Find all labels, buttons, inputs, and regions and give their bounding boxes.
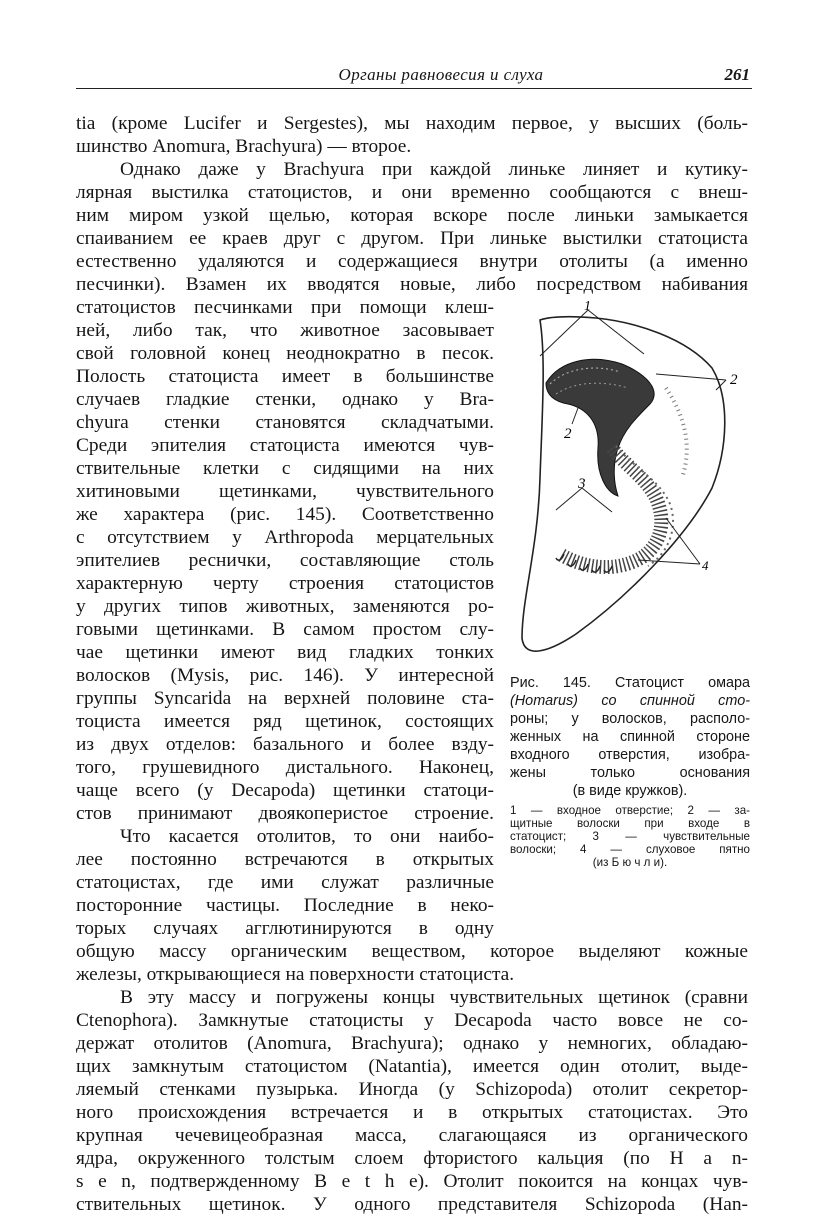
text-line: волосков (Mysis, рис. 146). У интересной bbox=[76, 665, 494, 686]
text-line: ствительные клетки с сидящими на них bbox=[76, 458, 494, 479]
text-line: Ctenophora). Замкнутые статоцисты у Decapoda часто вовсе не со- bbox=[76, 1010, 748, 1031]
text-line: s е n, подтвержденному В е t h е). Отолит покоится на концах чув- bbox=[76, 1171, 748, 1192]
text-line: Среди эпителия статоциста имеются чув- bbox=[76, 435, 494, 456]
text-line: щих замкнутым статоцистом (Natantia), имеется один отолит, выде- bbox=[76, 1056, 748, 1077]
text-line: держат отолитов (Anomura, Brachyura); однако у немногих, обладаю- bbox=[76, 1033, 748, 1054]
text-line: ним миром узкой щелью, которая вскоре после линьки замыкается bbox=[76, 205, 748, 226]
text-line: ней, либо так, что животное засовывает bbox=[76, 320, 494, 341]
caption-line: (в виде кружков). bbox=[572, 783, 688, 799]
figure-label-1: 1 bbox=[584, 299, 591, 314]
text-line: tia (кроме Lucifer и Sergestes), мы находим первое, у высших (боль- bbox=[76, 113, 748, 134]
text-line: chyura стенки становятся складчатыми. bbox=[76, 412, 494, 433]
figure-label-4: 4 bbox=[702, 558, 709, 573]
text-line: лярная выстилка статоцистов, и они временно сообщаются с внеш- bbox=[76, 182, 748, 203]
text-line: ствительных щетинок. У одного представителя Schizopoda (Han- bbox=[76, 1194, 748, 1215]
caption-key-line: 1 — входное отверстие; 2 — за- bbox=[510, 804, 750, 817]
text-line: того, грушевидного дистального. Наконец, bbox=[76, 757, 494, 778]
text-line: В эту массу и погружены концы чувствительных щетинок (сравни bbox=[120, 987, 748, 1008]
text-line: же характера (рис. 145). Соответственно bbox=[76, 504, 494, 525]
text-line: у других типов животных, заменяются ро- bbox=[76, 596, 494, 617]
page-number: 261 bbox=[724, 65, 750, 84]
text-line: чаще всего (у Decapoda) щетинки статоци- bbox=[76, 780, 494, 801]
caption-key-line: щитные волоски при входе в bbox=[510, 817, 750, 830]
text-line: стов принимают двоякоперистое строение. bbox=[76, 803, 494, 824]
entrance-bristle-mass bbox=[546, 359, 654, 496]
running-title: Органы равновесия и слуха bbox=[338, 65, 544, 84]
text-line: ядра, окруженного толстым слоем фтористого кальция (по Н а n- bbox=[76, 1148, 748, 1169]
text-line: шинство Anomura, Brachyura) — второе. bbox=[76, 136, 412, 157]
caption-line: роны; у волосков, располо- bbox=[510, 711, 750, 727]
text-line: с отсутствием у Arthropoda мерцательных bbox=[76, 527, 494, 548]
figure-label-2: 2 bbox=[730, 372, 738, 388]
text-line: чае щетинки имеют вид гладких тонких bbox=[76, 642, 494, 663]
text-line: говыми щетинками. В самом простом слу- bbox=[76, 619, 494, 640]
text-line: хитиновыми щетинками, чувствительного bbox=[76, 481, 494, 502]
text-line: крупная чечевицеобразная масса, слагающаяся из органического bbox=[76, 1125, 748, 1146]
figure-label-3: 3 bbox=[578, 476, 586, 492]
text-line: ного происхождения встречается и в открытых статоцистах. Это bbox=[76, 1102, 748, 1123]
text-line: характерную черту строения статоцистов bbox=[76, 573, 494, 594]
caption-line: Рис. 145. Статоцист омара bbox=[510, 675, 750, 691]
caption-line: жены только основания bbox=[510, 765, 750, 781]
text-line: торых случаях агглютинируются в одну bbox=[76, 918, 494, 939]
figure-label-2: 2 bbox=[564, 426, 572, 442]
text-line: эпителиев реснички, составляющие столь bbox=[76, 550, 494, 571]
caption-key-line: волоски; 4 — слуховое пятно bbox=[510, 843, 750, 856]
caption-line: (Homarus) со спинной сто- bbox=[510, 693, 750, 709]
text-line: естественно удаляются и содержащиеся внутри отолиты (а именно bbox=[76, 251, 748, 272]
text-line: статоцистах, где ими служат различные bbox=[76, 872, 494, 893]
text-line: Полость статоциста имеет в большинстве bbox=[76, 366, 494, 387]
hook-bristles bbox=[556, 554, 612, 572]
statocyst-figure bbox=[516, 298, 748, 678]
text-line: из двух отделов: базального и более взду- bbox=[76, 734, 494, 755]
leader-line-2b bbox=[572, 408, 578, 424]
caption-line: женных на спинной стороне bbox=[510, 729, 750, 745]
text-line: свой головной конец неоднократно в песок. bbox=[76, 343, 494, 364]
text-line: тоциста имеется ряд щетинок, состоящих bbox=[76, 711, 494, 732]
dotted-wall bbox=[666, 388, 687, 478]
text-line: статоцистов песчинками при помощи клеш- bbox=[76, 297, 494, 318]
text-line: группы Syncarida на верхней половине ста- bbox=[76, 688, 494, 709]
caption-line: входного отверстия, изобра- bbox=[510, 747, 750, 763]
text-line: лее постоянно встречаются в открытых bbox=[76, 849, 494, 870]
text-line: случаев гладкие стенки, однако у Bra- bbox=[76, 389, 494, 410]
text-line: общую массу органическим веществом, которое выделяют кожные bbox=[76, 941, 748, 962]
text-line: Однако даже у Brachyura при каждой линьке линяет и кутику- bbox=[120, 159, 748, 180]
figure-caption bbox=[510, 674, 750, 869]
text-line: спаиванием ее краев друг с другом. При линьке выстилки статоциста bbox=[76, 228, 748, 249]
page-header bbox=[76, 64, 752, 89]
text-line: железы, открывающиеся на поверхности статоциста. bbox=[76, 964, 515, 985]
text-line: посторонние частицы. Последние в неко- bbox=[76, 895, 494, 916]
text-line: ляемый стенками пузырька. Иногда (у Schizopoda) отолит секретор- bbox=[76, 1079, 748, 1100]
caption-key-line: (из Б ю ч л и). bbox=[592, 856, 668, 869]
statocyst-drawing bbox=[516, 298, 748, 678]
text-line: песчинки). Взамен их вводятся новые, либо посредством набивания bbox=[76, 274, 748, 295]
caption-key-line: статоцист; 3 — чувствительные bbox=[510, 830, 750, 843]
text-line: Что касается отолитов, то они наибо- bbox=[120, 826, 494, 847]
